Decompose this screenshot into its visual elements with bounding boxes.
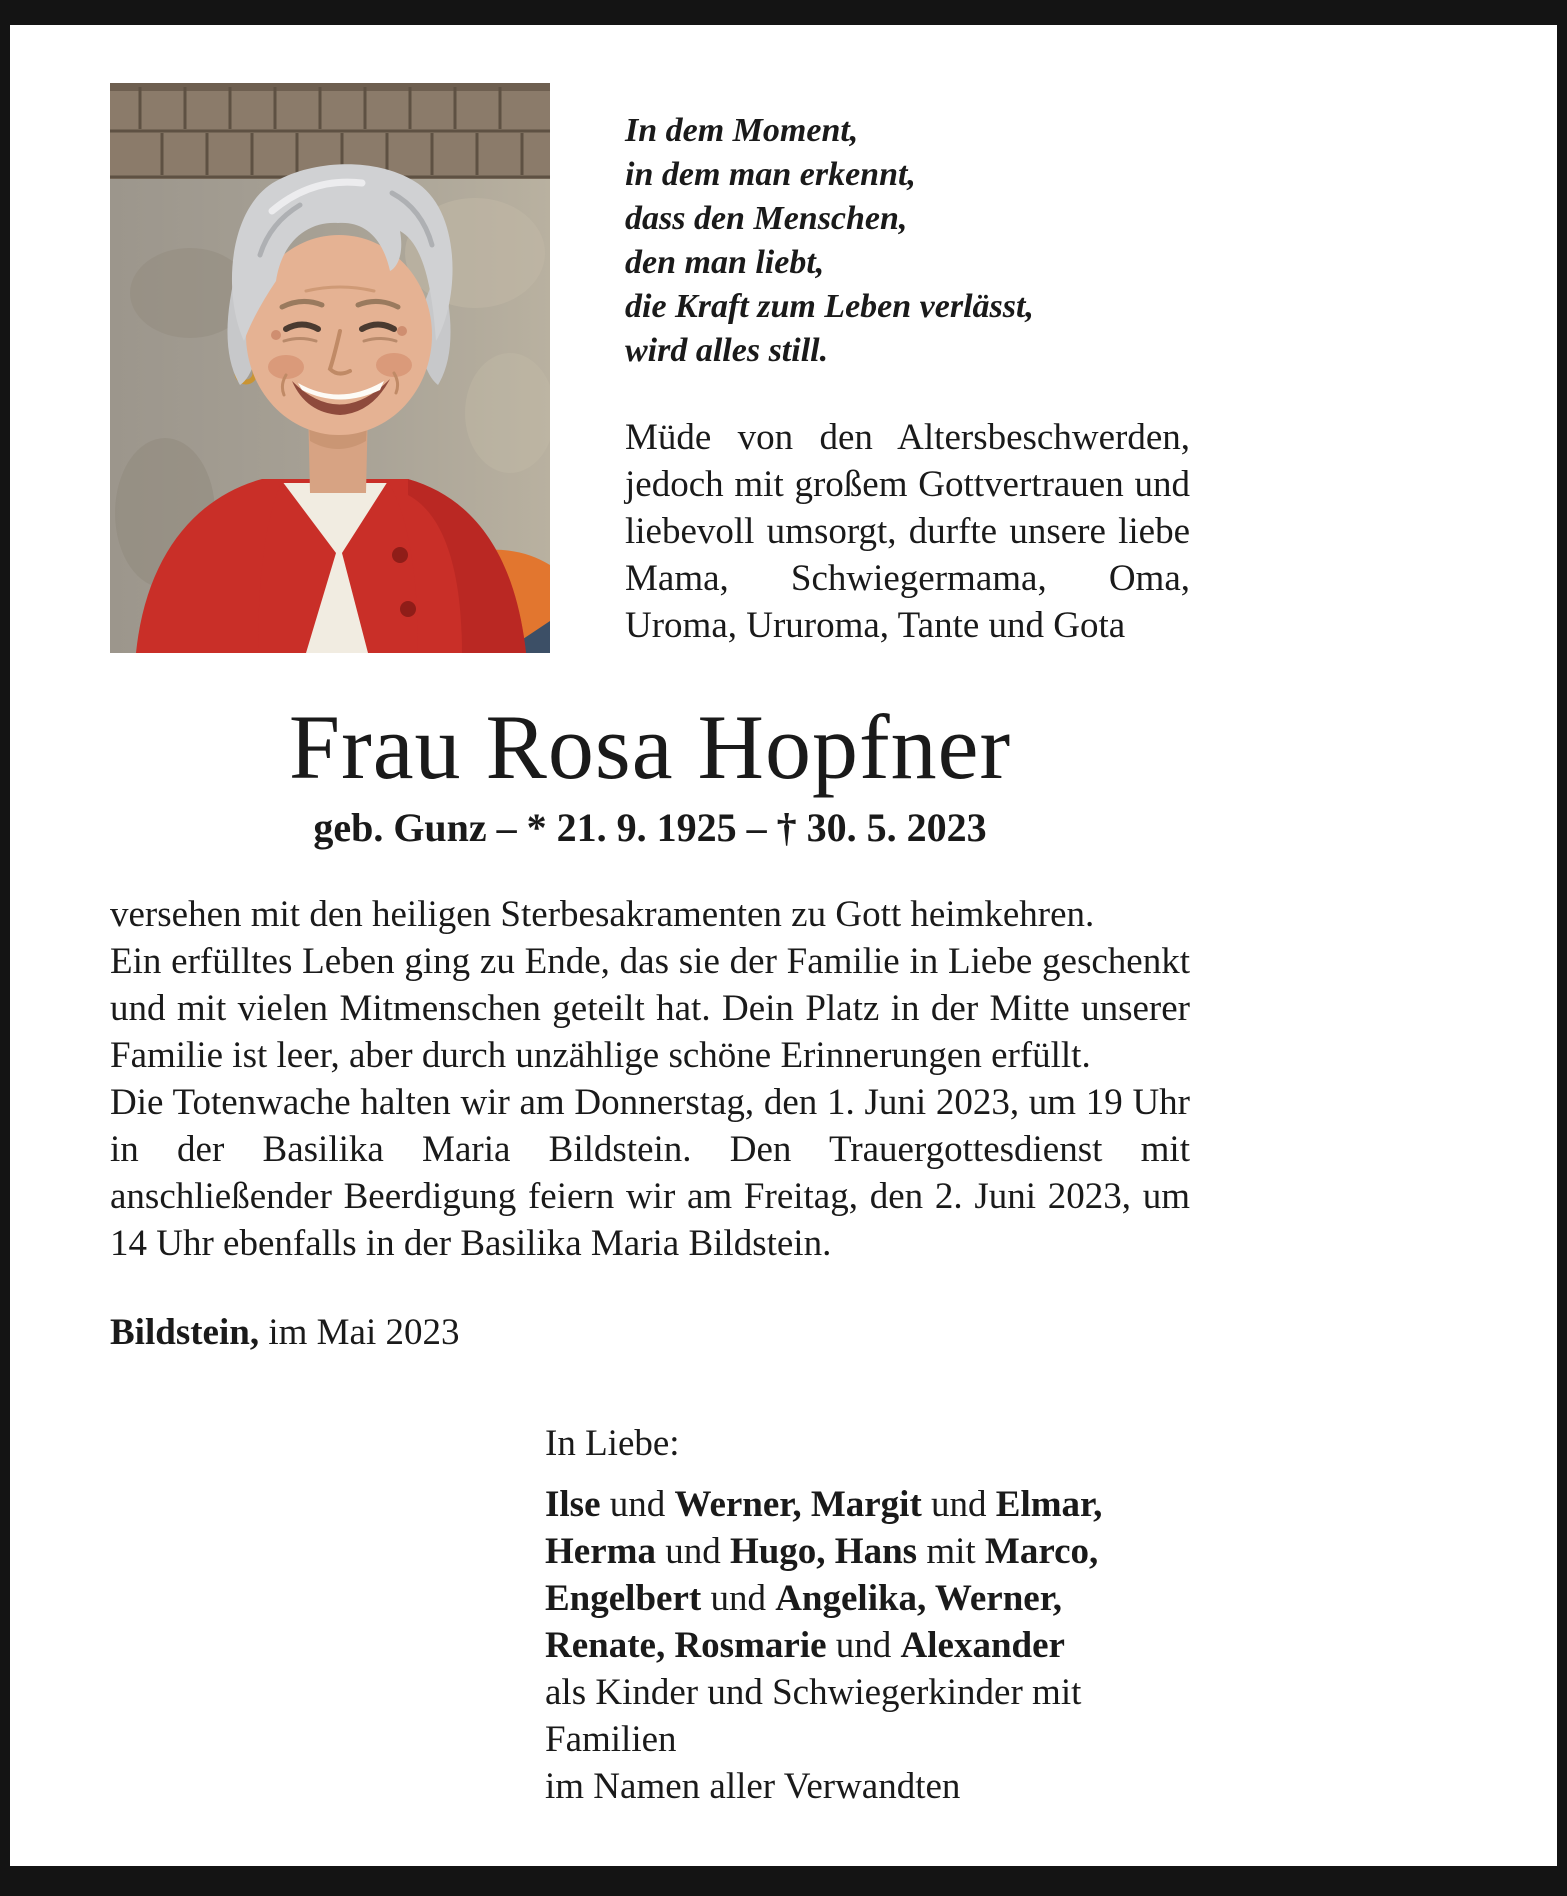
family-member-name: Werner, Margit (674, 1484, 922, 1525)
family-member-name: Renate, Rosmarie (545, 1625, 827, 1666)
relation-line: als Kinder und Schwiegerkinder mit Familien (545, 1672, 1082, 1760)
family-line (545, 1575, 1190, 1622)
place-date: im Mai 2023 (259, 1312, 460, 1353)
family-member-name: Herma (545, 1531, 656, 1572)
poem-line: in dem man erkennt, (625, 156, 916, 193)
connector-word: und (655, 1531, 730, 1572)
family-member-name: Angelika, Werner, (775, 1578, 1062, 1619)
connector-word: und (701, 1578, 776, 1619)
announcement-paragraph: Die Totenwache halten wir am Donnerstag, den 1. Juni 2023, um 19 Uhr in der Basilika Maria Bildstein. Den Trauergottesdienst mit anschließender Beerdigung feiern wir am Freitag, den 2. Juni 2023, um 14 Uhr ebenfalls in der Basilika Maria Bildstein. (110, 1082, 1190, 1264)
closing-block (545, 1420, 1190, 1810)
poem-line: In dem Moment, (625, 112, 859, 149)
portrait-photo (110, 83, 550, 653)
family-line (545, 1481, 1190, 1528)
family-member-name: Alexander (900, 1625, 1065, 1666)
family-member-name: Marco, (984, 1531, 1099, 1572)
connector-word: und (921, 1484, 996, 1525)
poem-line: dass den Menschen, (625, 200, 908, 237)
poem-line: wird alles still. (625, 332, 829, 369)
family-line (545, 1528, 1190, 1575)
announcement-paragraph: versehen mit den heiligen Sterbesakramenten zu Gott heimkehren. (110, 894, 1095, 935)
birth-death-dates: geb. Gunz – * 21. 9. 1925 – † 30. 5. 2023 (313, 805, 987, 850)
family-line (545, 1622, 1190, 1669)
family-member-name: Hugo, Hans (729, 1531, 918, 1572)
poem (625, 109, 1190, 373)
connector-word: und (826, 1625, 901, 1666)
obituary-content (110, 25, 1190, 1810)
family-member-name: Engelbert (545, 1578, 702, 1619)
poem-line: den man liebt, (625, 244, 825, 281)
intro-paragraph: Müde von den Altersbeschwerden, jedoch mit großem Gottvertrauen und liebevoll umsorgt, durfte unsere liebe Mama, Schwiegermama, Oma, Uroma, Ururoma, Tante und Gota (625, 417, 1190, 646)
family-member-name: Elmar, (995, 1484, 1103, 1525)
place-date-line (110, 1309, 1190, 1356)
announcement-paragraph: Ein erfülltes Leben ging zu Ende, das sie der Familie in Liebe geschenkt und mit vielen Mitmenschen geteilt hat. Dein Platz in der Mitte unserer Familie ist leer, aber durch unzählige schöne Erinnerungen erfüllt. (110, 941, 1190, 1076)
connector-word: und (600, 1484, 675, 1525)
portrait-illustration (110, 83, 550, 653)
family-member-name: Ilse (545, 1484, 601, 1525)
poem-line: die Kraft zum Leben verlässt, (625, 288, 1034, 325)
place-name: Bildstein, (110, 1312, 260, 1353)
top-right-column (625, 83, 1190, 653)
deceased-name: Frau Rosa Hopfner (288, 696, 1012, 798)
announcement-text (110, 891, 1190, 1267)
obituary-page (10, 25, 1557, 1866)
top-section (110, 83, 1190, 653)
connector-word: mit (917, 1531, 985, 1572)
family-names (545, 1481, 1190, 1669)
salutation: In Liebe: (545, 1423, 680, 1464)
relation-lines (545, 1669, 1190, 1810)
relation-line: im Namen aller Verwandten (545, 1766, 961, 1807)
